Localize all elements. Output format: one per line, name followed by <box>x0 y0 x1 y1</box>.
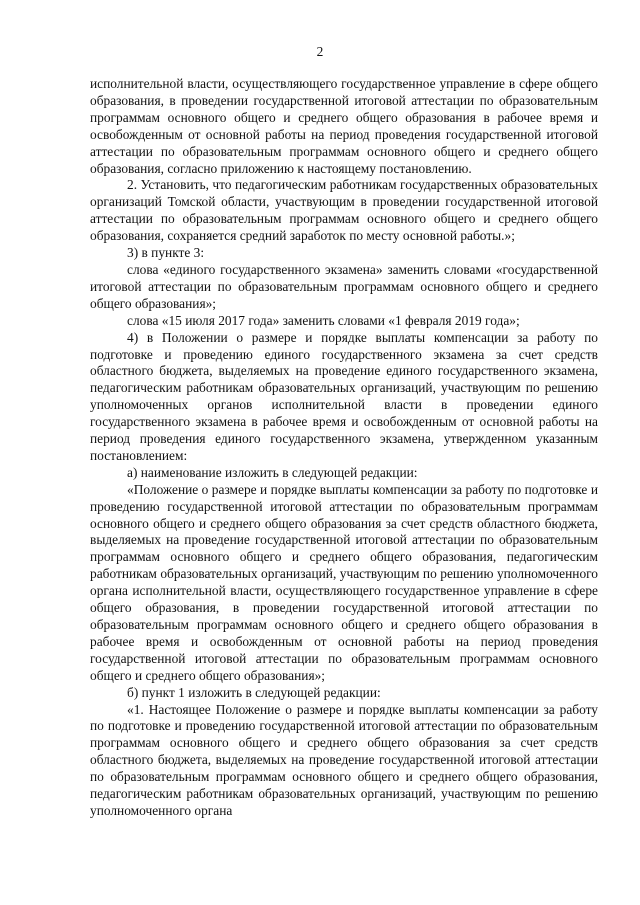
paragraph-continuation: исполнительной власти, осуществляющего государственное управление в сфере общего образования, в проведении государственной итоговой аттестации по образовательным программам основного общего и среднего общего образования в рабочее время и освобожденным от основной работы на период проведения государственной итоговой аттестации по образовательным программам основного общего и среднего общего образования, согласно приложению к настоящему постановлению. <box>90 76 598 176</box>
paragraph-subpoint-b: б) пункт 1 изложить в следующей редакции: <box>127 684 381 700</box>
paragraph-point-4: 4) в Положении о размере и порядке выплаты компенсации за работу по подготовке и проведению единого государственного экзамена за счет средств областного бюджета, выделяемых на проведение единого государственного экзамена, педагогическим работникам образовательных организаций, участвующим по решению уполномоченных органов исполнительной власти в проведении единого государственного экзамена в рабочее время и освобожденным от основной работы на период проведения единого государственного экзамена, утвержденном указанным постановлением: <box>90 329 598 463</box>
paragraph-replace-words-2: слова «15 июля 2017 года» заменить словами «1 февраля 2019 года»; <box>127 312 520 328</box>
paragraph-subpoint-a: а) наименование изложить в следующей редакции: <box>127 464 418 480</box>
paragraph-item-2: 2. Установить, что педагогическим работникам государственных образовательных организаций Томской области, участвующим в проведении государственной итоговой аттестации по образовательным программам основного общего и среднего общего образования, сохраняется средний заработок по месту основной работы.»; <box>90 177 598 244</box>
paragraph-replace-words-1: слова «единого государственного экзамена» заменить словами «государственной итоговой аттестации по образовательным программам основного общего и среднего общего образования»; <box>90 261 598 311</box>
page-number: 2 <box>316 44 324 59</box>
paragraph-point-3: 3) в пункте 3: <box>127 245 205 261</box>
paragraph-new-point-1: «1. Настоящее Положение о размере и порядке выплаты компенсации за работу по подготовке и проведению государственной итоговой аттестации по образовательным программам основного общего и среднего общего образования за счет средств областного бюджета, выделяемых на проведение государственной итоговой аттестации по образовательным программам основного общего и среднего общего образования, педагогическим работникам образовательных организаций, участвующим по решению уполномоченного органа <box>90 701 598 818</box>
body-text <box>90 76 598 820</box>
paragraph-new-title: «Положение о размере и порядке выплаты компенсации за работу по подготовке и проведению государственной итоговой аттестации по образовательным программам основного общего и среднего общего образования за счет средств областного бюджета, выделяемых на проведение государственной итоговой аттестации по образовательным программам основного общего и среднего общего образования, педагогическим работникам образовательных организаций, участвующим по решению уполномоченного органа исполнительной власти, осуществляющего государственное управление в сфере общего образования, в проведении государственной итоговой аттестации по образовательным программам основного общего и среднего общего образования в рабочее время и освобожденным от основной работы на период проведения государственной итоговой аттестации по образовательным программам основного общего и среднего общего образования»; <box>90 481 598 683</box>
